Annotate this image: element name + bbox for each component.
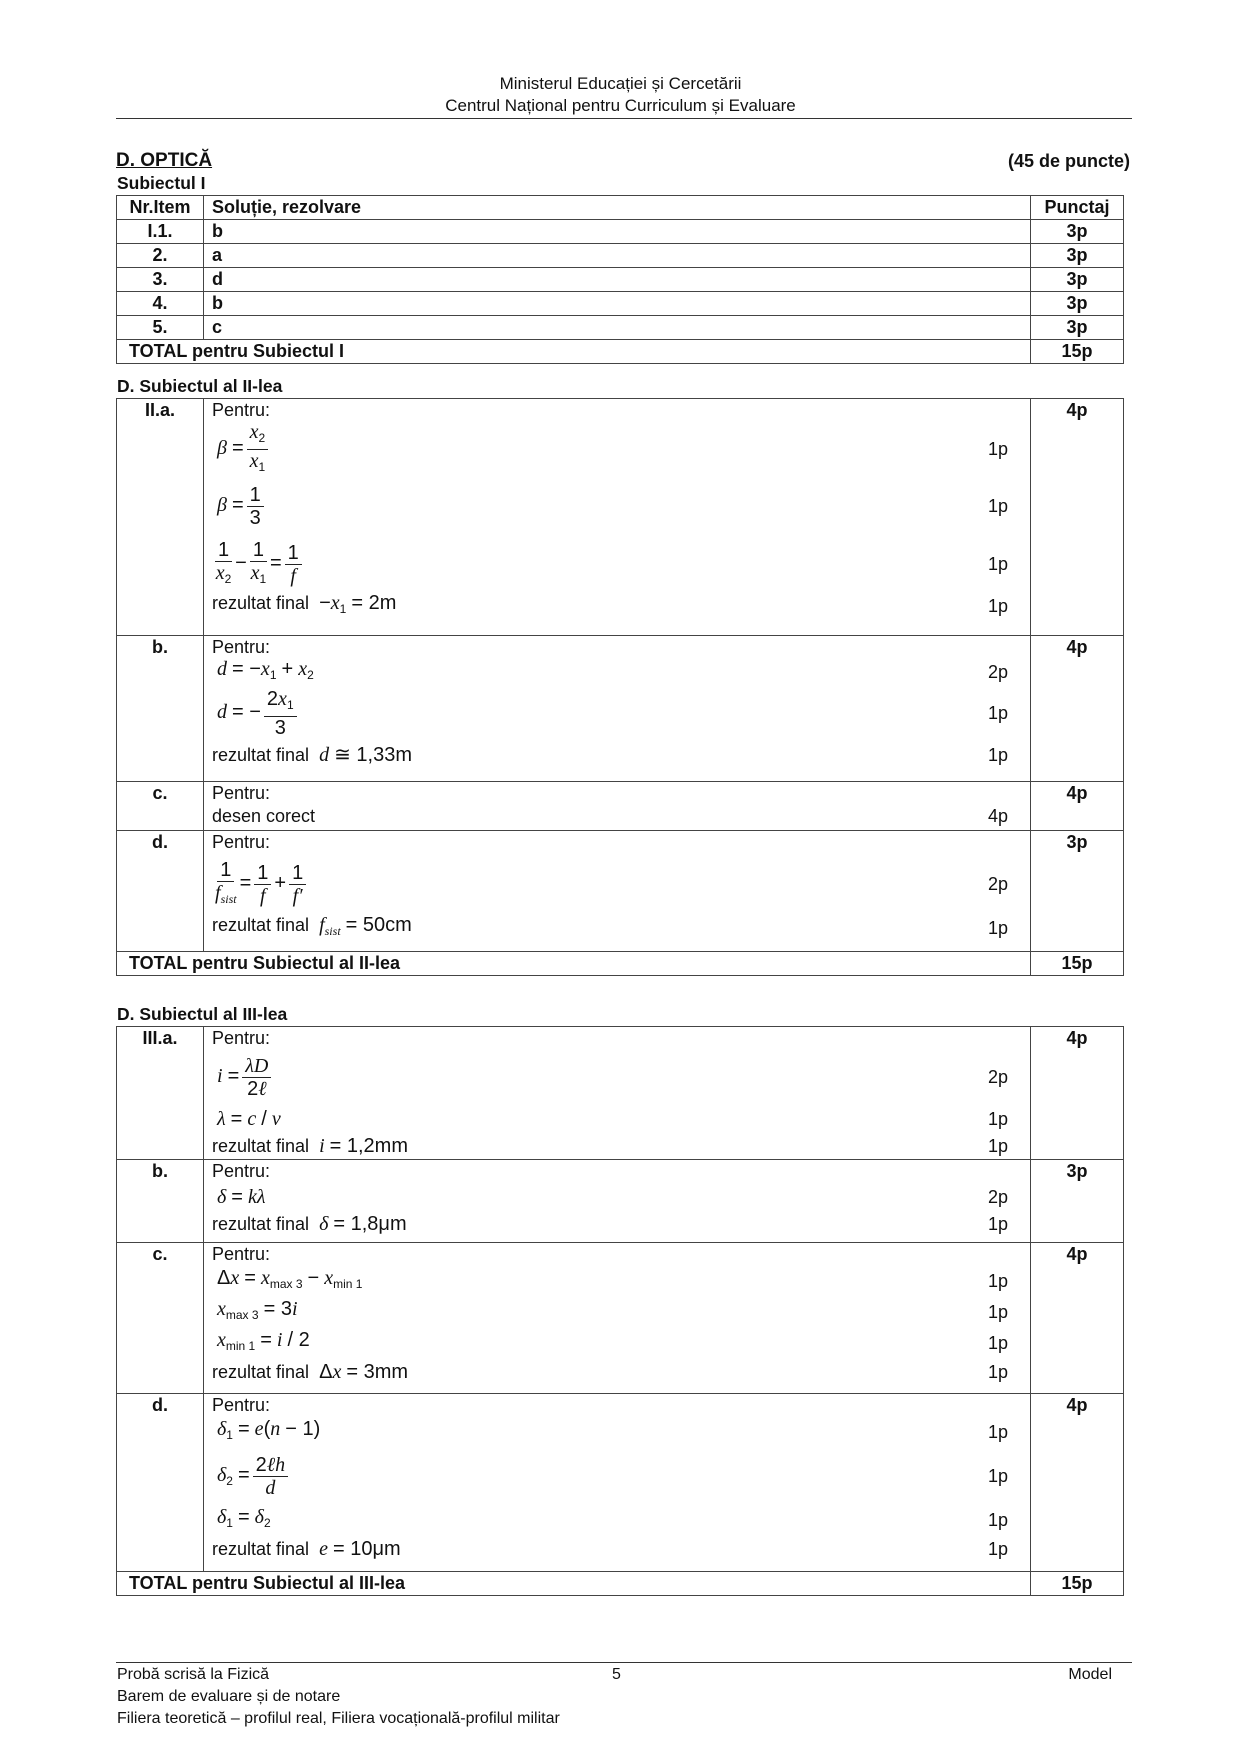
step xyxy=(212,1133,1022,1159)
item-row-IIIc xyxy=(117,1243,1124,1394)
col-header-points: Punctaj xyxy=(1031,196,1124,220)
intro-text: Pentru: xyxy=(212,1028,271,1048)
step-points: 1p xyxy=(987,1421,1008,1442)
item-row-IId xyxy=(117,831,1124,952)
table-row xyxy=(117,220,1124,244)
result-label: rezultat final xyxy=(212,592,310,613)
item-number: 4. xyxy=(117,292,204,316)
step xyxy=(212,1211,1022,1237)
step-points: 1p xyxy=(987,1509,1008,1530)
step-points: 1p xyxy=(987,1271,1008,1291)
result-label: rezultat final xyxy=(212,1213,310,1234)
table-header-row xyxy=(117,196,1124,220)
points: 3p xyxy=(1031,316,1124,340)
step xyxy=(212,1535,1022,1563)
item-points: 4p xyxy=(1031,1243,1124,1394)
step-points: 1p xyxy=(987,1302,1008,1322)
item-number: b. xyxy=(117,1160,204,1243)
solution-cell xyxy=(204,1160,1031,1243)
step-points: 1p xyxy=(987,439,1008,459)
solution-cell xyxy=(204,1394,1031,1572)
formula: rezultat final d ≅ 1,33m xyxy=(212,743,412,766)
item-number: d. xyxy=(117,831,204,952)
page-number: 5 xyxy=(612,1666,621,1683)
step xyxy=(212,1328,1022,1359)
step xyxy=(212,741,1022,769)
total-row xyxy=(117,1572,1124,1596)
item-points: 3p xyxy=(1031,1160,1124,1243)
solution-cell xyxy=(204,782,1031,831)
item-points: 4p xyxy=(1031,399,1124,636)
ministry-name: Ministerul Educației și Cercetării xyxy=(499,74,742,93)
step xyxy=(212,1105,1022,1133)
formula: λ = c / ν xyxy=(212,1107,281,1130)
step-points: 1p xyxy=(987,1538,1008,1559)
section-points: (45 de puncte) xyxy=(1007,151,1130,171)
total-label: TOTAL pentru Subiectul al III-lea xyxy=(117,1572,1031,1596)
footer-divider xyxy=(116,1662,1132,1663)
table-row xyxy=(117,292,1124,316)
step xyxy=(212,1297,1022,1328)
item-number: III.a. xyxy=(117,1027,204,1160)
result-label: rezultat final xyxy=(212,744,310,765)
solution-cell xyxy=(204,1243,1031,1394)
points: 3p xyxy=(1031,244,1124,268)
solution-cell xyxy=(204,636,1031,782)
subject2-label: D. Subiectul al II-lea xyxy=(117,376,283,396)
item-points: 3p xyxy=(1031,831,1124,952)
step xyxy=(212,685,1022,741)
step-points: 1p xyxy=(987,702,1008,723)
formula: d = − $\frac{2x_1}{3}$ xyxy=(212,688,300,739)
points: 3p xyxy=(1031,268,1124,292)
table-row xyxy=(117,316,1124,340)
item-points: 4p xyxy=(1031,1394,1124,1572)
step xyxy=(212,805,1022,828)
item-points: 4p xyxy=(1031,1027,1124,1160)
step xyxy=(212,477,1022,535)
formula: $x_{max 3} = 3i$ xyxy=(212,1298,298,1322)
step xyxy=(212,854,1022,914)
item-row-IIb xyxy=(117,636,1124,782)
intro-text: Pentru: xyxy=(212,1244,271,1264)
table-row xyxy=(117,268,1124,292)
formula: $\frac{1}{f_{sist}}$ = $\frac{1}{f}$ + $\frac{1}{f'}$ xyxy=(212,859,309,910)
step-points: 1p xyxy=(987,1362,1008,1382)
step xyxy=(212,1266,1022,1297)
answer: d xyxy=(204,268,1031,292)
step-points: 1p xyxy=(987,744,1008,765)
step-points: 1p xyxy=(987,1465,1008,1486)
step xyxy=(212,1050,1022,1105)
total-label: TOTAL pentru Subiectul al II-lea xyxy=(117,952,1031,976)
step-points: 4p xyxy=(987,806,1008,826)
item-row-IIIa xyxy=(117,1027,1124,1160)
item-number: 2. xyxy=(117,244,204,268)
step xyxy=(212,422,1022,477)
item-number: 5. xyxy=(117,316,204,340)
answer: b xyxy=(204,220,1031,244)
subject1-label: Subiectul I xyxy=(117,173,206,193)
result-label: rezultat final xyxy=(212,914,310,935)
step-points: 1p xyxy=(987,1135,1008,1156)
formula: desen corect xyxy=(212,806,316,826)
step-points: 2p xyxy=(987,661,1008,682)
col-header-item: Nr.Item xyxy=(117,196,204,220)
item-row-IIId xyxy=(117,1394,1124,1572)
step xyxy=(212,1183,1022,1211)
step-points: 2p xyxy=(987,1186,1008,1207)
step xyxy=(212,659,1022,685)
total-points: 15p xyxy=(1031,952,1124,976)
total-points: 15p xyxy=(1031,1572,1124,1596)
table-row xyxy=(117,244,1124,268)
formula: rezultat final Δx = 3mm xyxy=(212,1361,409,1383)
formula: rezultat final $-x_1 = 2m$ xyxy=(212,591,397,616)
formula: i = $\frac{\lambda D}{\text{2ℓ}}$ xyxy=(212,1055,274,1100)
step xyxy=(212,1505,1022,1535)
item-row-IIc xyxy=(117,782,1124,831)
formula: rezultat final δ = 1,8μm xyxy=(212,1212,407,1235)
step-points: 1p xyxy=(987,553,1008,574)
footer-model: Model xyxy=(1068,1666,1112,1683)
formula: rezultat final i = 1,2mm xyxy=(212,1134,408,1157)
step xyxy=(212,1359,1022,1386)
item-row-IIa xyxy=(117,399,1124,636)
col-header-solution: Soluție, rezolvare xyxy=(204,196,1031,220)
item-number: c. xyxy=(117,782,204,831)
intro-text: Pentru: xyxy=(212,637,271,657)
total-points: 15p xyxy=(1031,340,1124,364)
subject2-table xyxy=(116,398,1124,976)
subject3-table xyxy=(116,1026,1124,1596)
step-points: 1p xyxy=(987,1108,1008,1129)
item-points: 4p xyxy=(1031,636,1124,782)
total-row xyxy=(117,340,1124,364)
item-points: 4p xyxy=(1031,782,1124,831)
formula: $\delta_1 = \delta_2$ xyxy=(212,1505,271,1530)
subject1-table xyxy=(116,195,1124,364)
step xyxy=(212,593,1022,619)
formula: $x_{min 1} = i / 2$ xyxy=(212,1329,310,1353)
intro-text: Pentru: xyxy=(212,783,271,803)
step xyxy=(212,535,1022,593)
footer-exam: Probă scrisă la Fizică xyxy=(117,1666,270,1683)
formula: δ = kλ xyxy=(212,1185,266,1208)
step-points: 2p xyxy=(987,873,1008,894)
subject3-label: D. Subiectul al III-lea xyxy=(117,1004,288,1024)
result-label: rezultat final xyxy=(212,1135,310,1156)
points: 3p xyxy=(1031,220,1124,244)
formula: $\delta_1 = e(n - 1)$ xyxy=(212,1417,321,1442)
result-label: rezultat final xyxy=(212,1362,310,1382)
step xyxy=(212,1417,1022,1447)
step-points: 1p xyxy=(987,1213,1008,1234)
section-title: D. OPTICĂ xyxy=(116,150,213,171)
step-points: 1p xyxy=(987,595,1008,616)
item-row-IIIb xyxy=(117,1160,1124,1243)
result-label: rezultat final xyxy=(212,1538,310,1559)
item-number: I.1. xyxy=(117,220,204,244)
step-points: 1p xyxy=(987,495,1008,516)
formula: $\Delta x = x_{max 3} - x_{min 1}$ xyxy=(217,1267,363,1291)
item-number: c. xyxy=(117,1243,204,1394)
answer: a xyxy=(204,244,1031,268)
formula: β = $\frac{1}{3}$ xyxy=(212,484,267,529)
intro-text: Pentru: xyxy=(212,1395,271,1415)
formula: β = $\frac{x_2}{x_1}$ xyxy=(212,421,271,478)
points: 3p xyxy=(1031,292,1124,316)
item-number: 3. xyxy=(117,268,204,292)
formula: $\delta_2$ = $\frac{\text{2ℓh}}{d}$ xyxy=(212,1454,291,1499)
formula: rezultat final $f_{sist} = 50cm$ xyxy=(212,913,412,938)
total-label: TOTAL pentru Subiectul I xyxy=(117,340,1031,364)
solution-cell xyxy=(204,1027,1031,1160)
intro-text: Pentru: xyxy=(212,1161,271,1181)
header-divider xyxy=(116,118,1132,119)
intro-text: Pentru: xyxy=(212,400,271,420)
step-points: 2p xyxy=(987,1067,1008,1087)
formula: $d = -x_1 + x_2$ xyxy=(212,657,314,682)
item-number: II.a. xyxy=(117,399,204,636)
footer-barem: Barem de evaluare și de notare xyxy=(117,1688,341,1705)
footer-filiera: Filiera teoretică – profilul real, Filiera vocațională-profilul militar xyxy=(117,1710,560,1727)
step xyxy=(212,1447,1022,1505)
step-points: 1p xyxy=(987,1333,1008,1353)
formula: $\frac{1}{x_2}$ − $\frac{1}{x_1}$ = $\frac{1}{f}$ xyxy=(212,539,305,590)
solution-cell xyxy=(204,399,1031,636)
item-number: b. xyxy=(117,636,204,782)
solution-cell xyxy=(204,831,1031,952)
step-points: 1p xyxy=(987,917,1008,938)
intro-text: Pentru: xyxy=(212,832,271,852)
formula: rezultat final e = 10μm xyxy=(212,1537,401,1560)
center-name: Centrul Național pentru Curriculum și Evaluare xyxy=(445,96,796,115)
step xyxy=(212,914,1022,942)
answer: c xyxy=(204,316,1031,340)
total-row xyxy=(117,952,1124,976)
answer: b xyxy=(204,292,1031,316)
item-number: d. xyxy=(117,1394,204,1572)
